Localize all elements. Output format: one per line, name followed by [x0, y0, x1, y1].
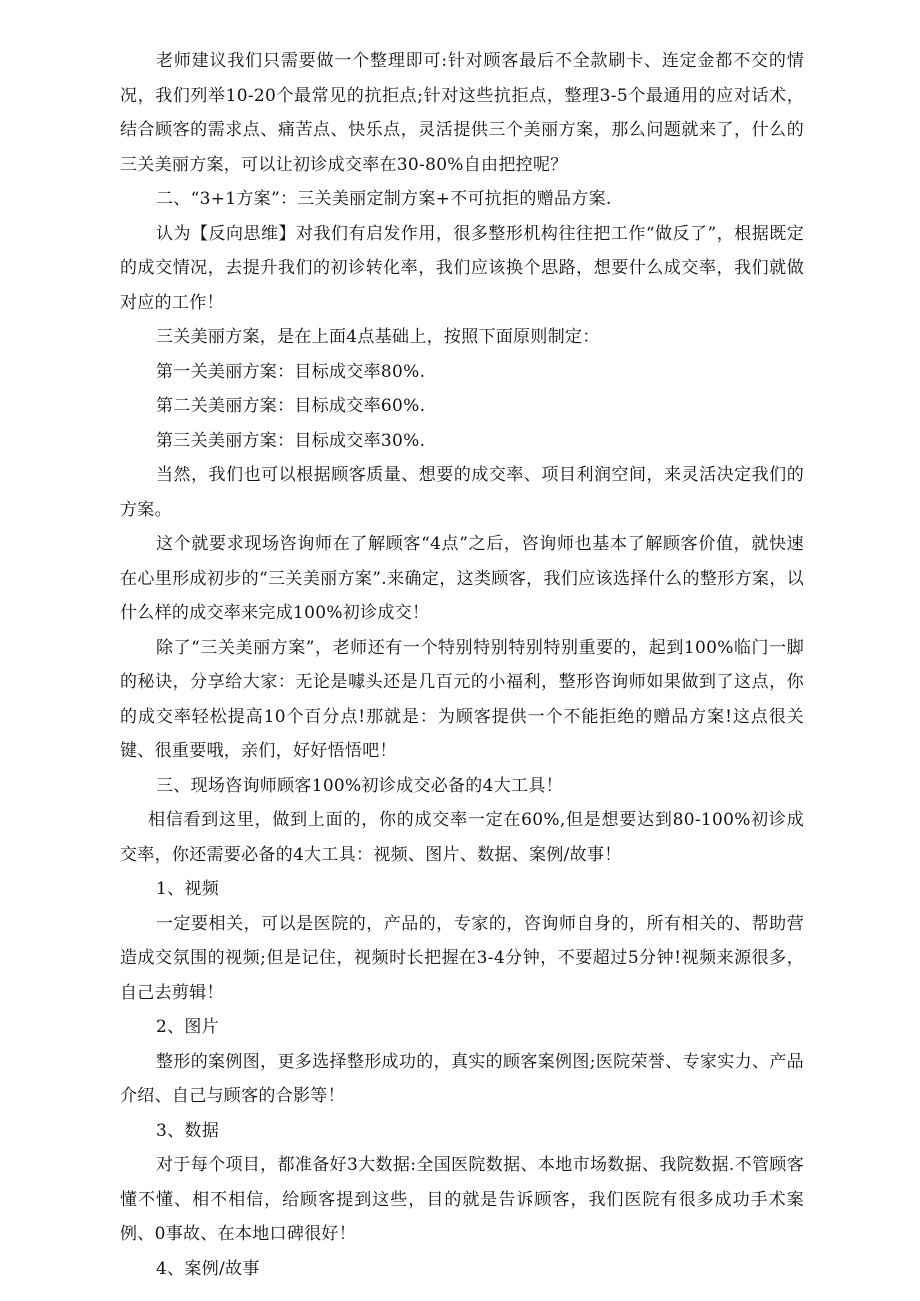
document-body — [120, 44, 804, 1286]
paragraph-images: 整形的案例图，更多选择整形成功的，真实的顾客案例图;医院荣誉、专家实力、产品介绍、自己与顾客的合影等！ — [120, 1051, 804, 1106]
paragraph-reverse-thinking: 认为【反向思维】对我们有启发作用，很多整形机构往往把工作“做反了”，根据既定的成交情况，去提升我们的初诊转化率，我们应该换个思路，想要什么成交率，我们就做对应的工作！ — [120, 223, 804, 313]
plan-item-third: 第三关美丽方案：目标成交率30%. — [156, 430, 426, 451]
subheading-video: 1、视频 — [156, 879, 220, 899]
subheading-data: 3、数据 — [156, 1120, 220, 1141]
plan-item-first: 第一关美丽方案：目标成交率80%. — [156, 361, 426, 382]
paragraph-four-tools: 相信看到这里，做到上面的，你的成交率一定在60%,但是想要达到80-100%初诊成交率，你还需要必备的4大工具：视频、图片、数据、案例/故事！ — [120, 810, 804, 865]
section-heading-3: 三、现场咨询师顾客100%初诊成交必备的4大工具！ — [156, 775, 563, 796]
paragraph-advice: 老师建议我们只需要做一个整理即可:针对顾客最后不全款刷卡、连定金都不交的情况，我们列举10-20个最常见的抗拒点;针对这些抗拒点，整理3-5个最通用的应对话术，结合顾客的需求点、痛苦点、快乐点，灵活提供三个美丽方案，那么问题就来了，什么的三关美丽方案，可以让初诊成交率在30-80%自由把控呢？ — [120, 51, 804, 175]
plan-item-second: 第二关美丽方案：目标成交率60%. — [156, 396, 426, 416]
section-heading-2: 二、“3+1方案”：三关美丽定制方案+不可抗拒的赠品方案. — [156, 189, 612, 209]
paragraph-video: 一定要相关，可以是医院的，产品的，专家的，咨询师自身的，所有相关的、帮助营造成交氛围的视频;但是记住，视频时长把握在3-4分钟，不要超过5分钟!视频来源很多，自己去剪辑！ — [120, 913, 804, 1003]
subheading-images: 2、图片 — [156, 1017, 220, 1037]
paragraph-flexible: 当然，我们也可以根据顾客质量、想要的成交率、项目利润空间，来灵活决定我们的方案。 — [120, 465, 804, 520]
paragraph-three-plans-intro: 三关美丽方案，是在上面4点基础上，按照下面原则制定： — [156, 327, 600, 347]
paragraph-gift-secret: 除了“三关美丽方案”，老师还有一个特别特别特别特别重要的，起到100%临门一脚的秘诀，分享给大家：无论是噱头还是几百元的小福利，整形咨询师如果做到了这点，你的成交率轻松提高10个百分点!那就是：为顾客提供一个不能拒绝的赠品方案!这点很关键、很重要哦，亲们，好好悟悟吧！ — [120, 637, 804, 761]
paragraph-consultant: 这个就要求现场咨询师在了解顾客“4点”之后，咨询师也基本了解顾客价值，就快速在心里形成初步的“三关美丽方案”.来确定，这类顾客，我们应该选择什么的整形方案，以什么样的成交率来完成100%初诊成交！ — [120, 534, 804, 623]
paragraph-data: 对于每个项目，都准备好3大数据:全国医院数据、本地市场数据、我院数据.不管顾客懂不懂、相不相信，给顾客提到这些，目的就是告诉顾客，我们医院有很多成功手术案例、0事故、在本地口碑很好！ — [120, 1155, 804, 1244]
subheading-cases: 4、案例/故事 — [156, 1258, 260, 1279]
